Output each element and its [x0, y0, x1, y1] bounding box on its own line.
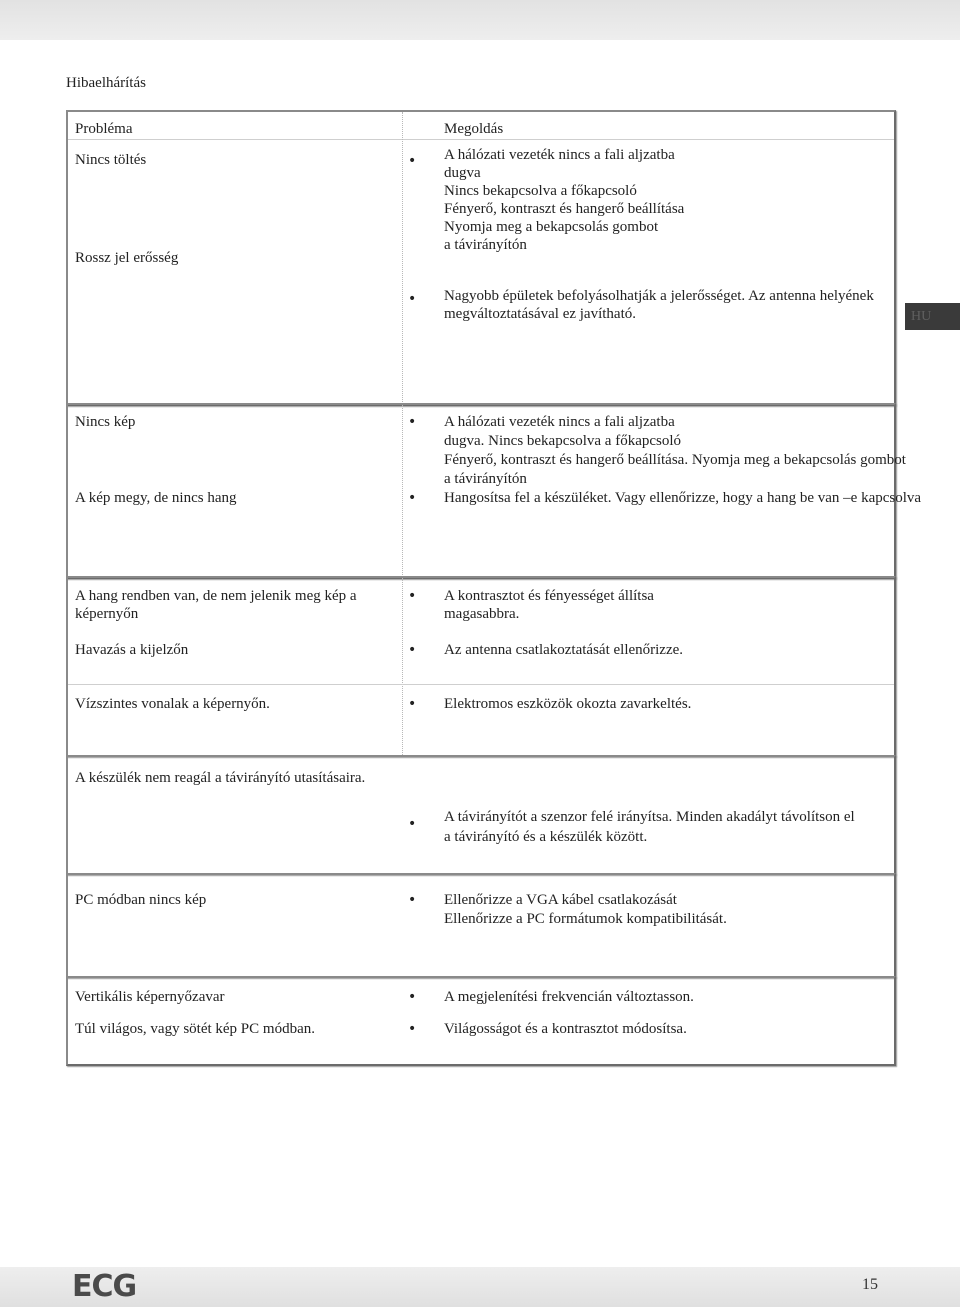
problem-brightness: Túl világos, vagy sötét kép PC módban. [75, 1021, 315, 1037]
solution-line: Nyomja meg a bekapcsolás gombot [444, 219, 659, 235]
column-divider [402, 405, 403, 577]
bullet-icon: • [408, 892, 417, 908]
solution-line: megváltoztatásával ez javítható. [444, 306, 636, 322]
solution-line: A megjelenítési frekvencián változtasson. [444, 989, 694, 1005]
language-tab: HU [905, 303, 960, 330]
solution-line: Hangosítsa fel a készüléket. Vagy ellenőrizze, hogy a hang be van –e kapcsolva [444, 490, 922, 506]
solution-line: A távirányítót a szenzor felé irányítsa. Minden akadályt távolítson el [444, 809, 855, 825]
solution-line: A hálózati vezeték nincs a fali aljzatba [444, 414, 675, 430]
column-divider [402, 578, 403, 755]
solution-line: a távirányítón [444, 237, 527, 253]
solution-line: Világosságot és a kontrasztot módosítsa. [444, 1021, 687, 1037]
solution-line: Az antenna csatlakoztatását ellenőrizze. [444, 642, 684, 658]
solution-line: Elektromos eszközök okozta zavarkeltés. [444, 696, 692, 712]
bullet-icon: • [408, 816, 417, 832]
bullet-icon: • [408, 642, 417, 658]
solution-line: Fényerő, kontraszt és hangerő beállítása [444, 201, 685, 217]
problem-snow: Havazás a kijelzőn [75, 642, 189, 658]
solution-line: Ellenőrizze a PC formátumok kompatibilitását. [444, 911, 727, 927]
solution-line: dugva [444, 165, 481, 181]
solution-line: magasabbra. [444, 606, 520, 622]
solution-line: Nagyobb épületek befolyásolhatják a jelerősséget. Az antenna helyének [444, 288, 874, 304]
solution-line: A hálózati vezeték nincs a fali aljzatba [444, 147, 675, 163]
problem-line: képernyőn [75, 606, 139, 622]
bullet-icon: • [408, 291, 417, 307]
header-divider [68, 139, 894, 140]
page-number: 15 [862, 1276, 878, 1293]
problem-pc-no-picture: PC módban nincs kép [75, 892, 207, 908]
problem-no-picture: Nincs kép [75, 414, 136, 430]
solution-line: dugva. Nincs bekapcsolva a főkapcsoló [444, 433, 682, 449]
solution-line: a távirányítón [444, 471, 527, 487]
bullet-icon: • [408, 588, 417, 604]
solution-line: a távirányító és a készülék között. [444, 829, 648, 845]
header-problem: Probléma [75, 121, 133, 137]
solution-line: A kontrasztot és fényességet állítsa [444, 588, 654, 604]
bullet-icon: • [408, 490, 417, 506]
bullet-icon: • [408, 153, 417, 169]
row-divider [68, 684, 894, 685]
problem-no-charge: Nincs töltés [75, 152, 147, 168]
bullet-icon: • [408, 414, 417, 430]
solution-line: Fényerő, kontraszt és hangerő beállítása. Nyomja meg a bekapcsolás gombot [444, 452, 906, 468]
problem-vertical: Vertikális képernyőzavar [75, 989, 225, 1005]
bottom-bar [0, 1267, 960, 1307]
brand-logo: ECG [72, 1269, 137, 1304]
problem-no-sound: A kép megy, de nincs hang [75, 490, 237, 506]
solution-line: Ellenőrizze a VGA kábel csatlakozását [444, 892, 677, 908]
column-divider [402, 112, 403, 404]
problem-weak-signal: Rossz jel erősség [75, 250, 179, 266]
solution-line: Nincs bekapcsolva a főkapcsoló [444, 183, 637, 199]
problem-horizontal-lines: Vízszintes vonalak a képernyőn. [75, 696, 270, 712]
bullet-icon: • [408, 696, 417, 712]
problem-line: A hang rendben van, de nem jelenik meg kép a [75, 588, 357, 604]
bullet-icon: • [408, 989, 417, 1005]
bullet-icon: • [408, 1021, 417, 1037]
page-title: Hibaelhárítás [66, 75, 146, 91]
header-solution: Megoldás [444, 121, 504, 137]
top-bar [0, 0, 960, 40]
problem-remote: A készülék nem reagál a távirányító utasításaira. [75, 770, 366, 786]
